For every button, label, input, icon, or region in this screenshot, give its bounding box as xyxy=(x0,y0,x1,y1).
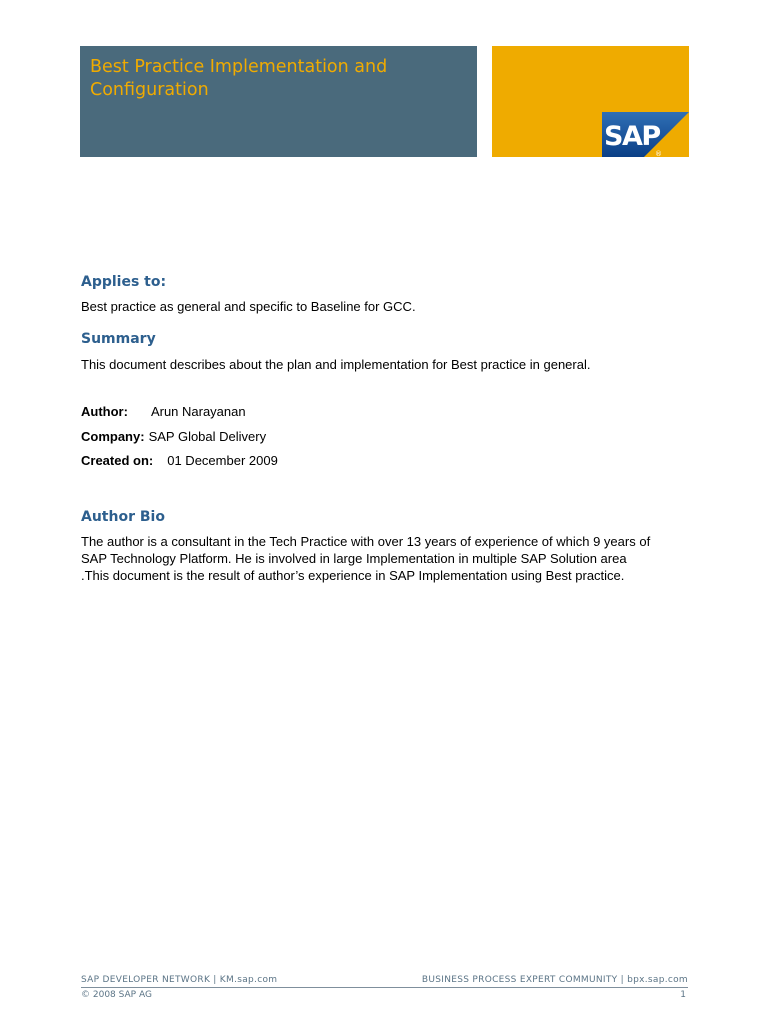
page-number: 1 xyxy=(680,990,686,1000)
author-label: Author: xyxy=(81,404,128,419)
document-title-line-1: Best Practice Implementation and xyxy=(90,57,388,77)
author-row xyxy=(81,403,246,420)
summary-heading: Summary xyxy=(81,331,156,347)
sap-logo xyxy=(602,112,689,157)
document-title xyxy=(90,56,460,102)
author-bio-line-2: SAP Technology Platform. He is involved in large Implementation in multiple SAP Solution area xyxy=(81,551,627,566)
title-band xyxy=(80,46,477,157)
registered-mark: ® xyxy=(655,150,662,157)
footer-sdn-link[interactable]: SAP DEVELOPER NETWORK | KM.sap.com xyxy=(81,975,278,985)
company-row xyxy=(81,428,266,445)
logo-band xyxy=(492,46,689,157)
footer-bpx-link[interactable]: BUSINESS PROCESS EXPERT COMMUNITY | bpx.sap.com xyxy=(421,975,688,985)
company-value: SAP Global Delivery xyxy=(148,429,267,444)
company-label: Company: xyxy=(81,429,145,444)
author-bio-heading: Author Bio xyxy=(81,509,165,525)
applies-to-heading: Applies to: xyxy=(81,274,167,290)
created-label: Created on: xyxy=(81,453,154,468)
footer-divider xyxy=(81,987,688,988)
applies-to-text: Best practice as general and specific to Baseline for GCC. xyxy=(81,299,416,314)
summary-text: This document describes about the plan and implementation for Best practice in general. xyxy=(81,357,591,372)
created-row xyxy=(81,452,278,469)
author-bio-line-3: .This document is the result of author’s experience in SAP Implementation using Best practice. xyxy=(81,568,625,583)
created-value: 01 December 2009 xyxy=(167,453,278,468)
author-value: Arun Narayanan xyxy=(150,404,246,419)
sap-logo-text: SAP xyxy=(604,121,660,152)
copyright: © 2008 SAP AG xyxy=(81,990,152,1000)
document-title-line-2: Configuration xyxy=(90,80,209,100)
author-bio-line-1: The author is a consultant in the Tech Practice with over 13 years of experience of which 9 years of xyxy=(81,534,651,549)
